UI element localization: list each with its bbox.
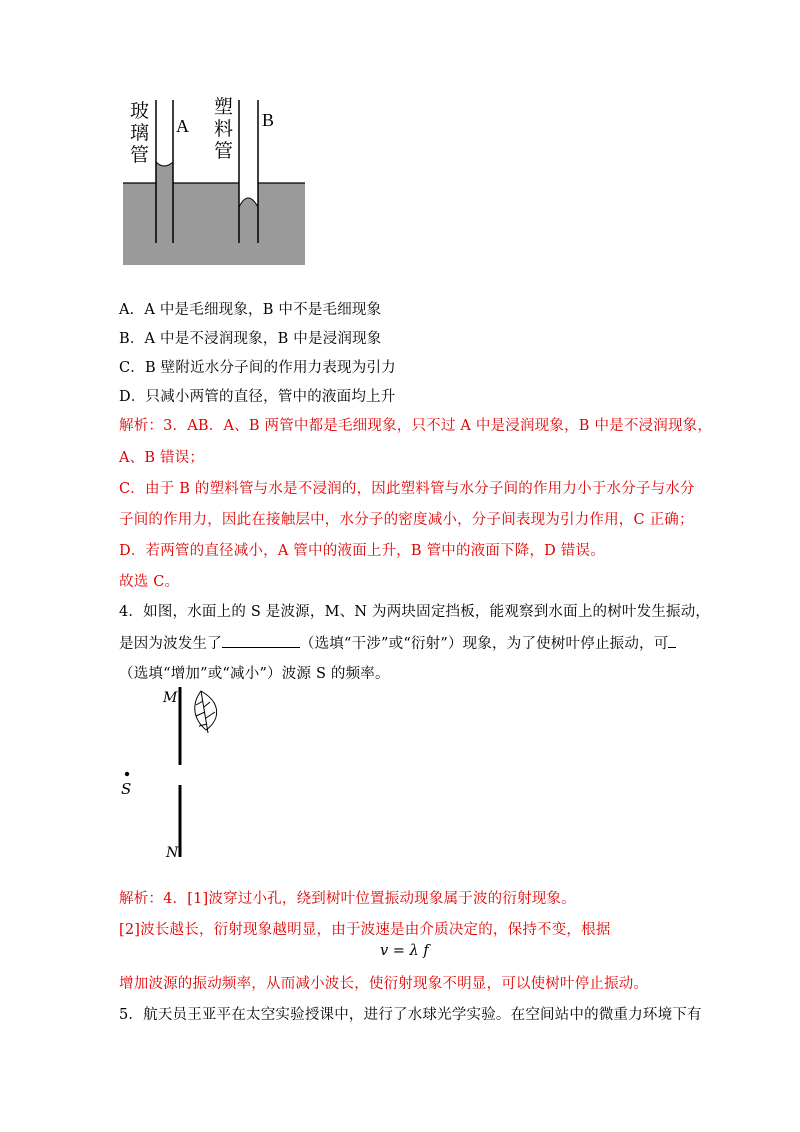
label-glass-char-2: 璃	[130, 122, 150, 144]
wave-source-dot	[125, 772, 129, 776]
answer-blank-1[interactable]	[222, 633, 300, 648]
label-glass-tube	[130, 100, 152, 166]
analysis3-line2: A、B 错误；	[119, 450, 205, 466]
label-m: M	[163, 690, 178, 706]
plastic-tube-inner-white	[239, 100, 258, 210]
label-a: A	[176, 116, 189, 136]
question4-line2	[119, 632, 676, 653]
water-body	[123, 183, 305, 265]
analysis4-line3: 增加波源的振动频率，从而减小波长，使衍射现象不明显，可以使树叶停止振动。	[119, 976, 649, 992]
label-plastic-char-3: 管	[214, 140, 234, 162]
label-glass-char-1: 玻	[130, 100, 150, 122]
analysis3-line1: 解析：3．AB．A、B 两管中都是毛细现象，只不过 A 中是浸润现象，B 中是不浸润现象，	[119, 418, 713, 434]
question5-line1: 5．航天员王亚平在太空实验授课中，进行了水球光学实验。在空间站中的微重力环境下有	[119, 1007, 702, 1023]
question4-line3: （选填“增加”或“减小”）波源 S 的频率。	[119, 666, 390, 682]
analysis3-line5: D．若两管的直径减小，A 管中的液面上升，B 管中的液面下降，D 错误。	[119, 543, 605, 559]
analysis4-line1: 解析：4．[1]波穿过小孔，绕到树叶位置振动现象属于波的衍射现象。	[119, 891, 576, 907]
analysis3-line6: 故选 C。	[119, 574, 180, 590]
label-b: B	[262, 110, 275, 130]
glass-tube-inner-white-top	[156, 100, 173, 162]
option-c: C．B 壁附近水分子间的作用力表现为引力	[119, 360, 396, 376]
option-b: B．A 中是不浸润现象，B 中是浸润现象	[119, 331, 382, 347]
analysis3-line4: 子间的作用力，因此在接触层中，水分子的密度减小，分子间表现为引力作用，C 正确；	[119, 512, 694, 528]
label-glass-char-3: 管	[130, 144, 150, 166]
question4-line1: 4．如图，水面上的 S 是波源，M、N 为两块固定挡板，能观察到水面上的树叶发生振动，	[119, 604, 711, 620]
answer-blank-2[interactable]	[668, 633, 676, 648]
analysis4-line2: [2]波长越长，衍射现象越明显，由于波速是由介质决定的，保持不变，根据	[119, 922, 611, 938]
label-plastic-tube	[214, 96, 236, 162]
formula-wave-speed: v = λ f	[380, 943, 429, 959]
label-s: S	[121, 780, 132, 798]
glass-tube-water	[156, 162, 173, 243]
analysis3-line3: C．由于 B 的塑料管与水是不浸润的，因此塑料管与水分子间的作用力小于水分子与水分	[119, 481, 695, 497]
leaf-icon	[195, 691, 217, 733]
label-plastic-char-2: 料	[214, 118, 234, 140]
option-d: D．只减小两管的直径，管中的液面均上升	[119, 389, 396, 405]
plastic-tube-water	[239, 198, 258, 243]
question4-line2-before: 是因为波发生了	[119, 636, 222, 652]
label-n: N	[166, 845, 179, 861]
label-plastic-char-1: 塑	[214, 96, 234, 118]
wave-figure	[118, 685, 238, 865]
option-a: A．A 中是毛细现象，B 中不是毛细现象	[119, 302, 382, 318]
question4-line2-after: （选填“干涉”或“衍射”）现象，为了使树叶停止振动，可	[299, 636, 669, 652]
